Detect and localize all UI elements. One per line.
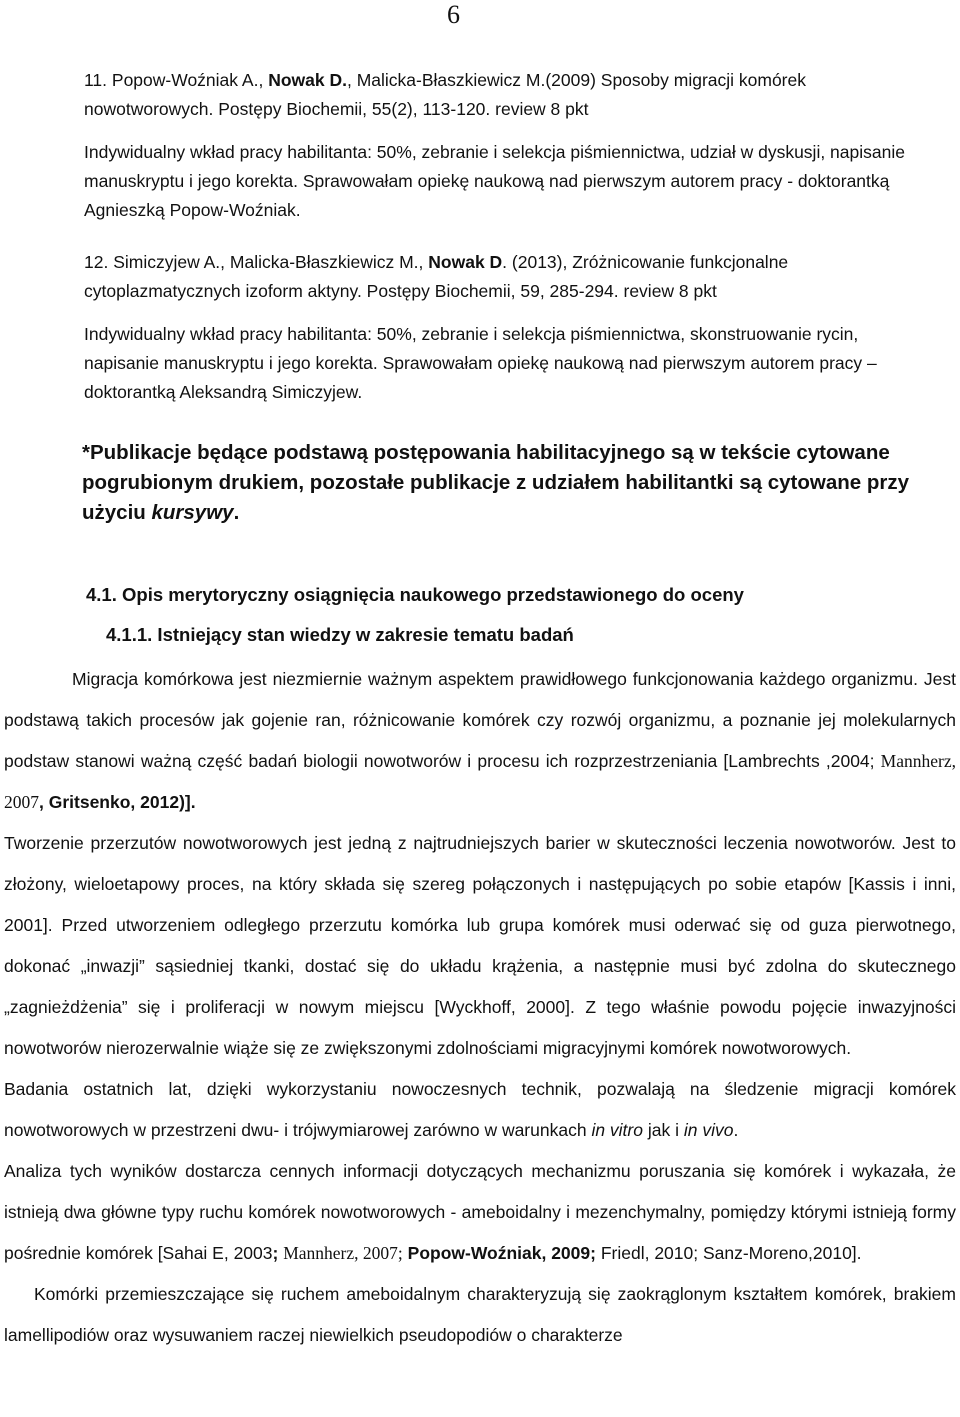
text-run: , Gritsenko, 2012)]. xyxy=(39,792,196,812)
note-end: . xyxy=(233,501,240,524)
contribution-statement: Indywidualny wkład pracy habilitanta: 50%, zebranie i selekcja piśmiennictwa, udział w dyskusji, napisanie manuskryptu i jego korekta. Sprawowałam opiekę naukową nad pierwszym autorem pracy - doktorantką Agnieszką Popow-Woźniak. xyxy=(84,142,905,220)
italic-term: in vitro xyxy=(591,1120,643,1140)
text-run-serif: Mannherz, 2007; xyxy=(283,1243,403,1263)
paragraph-4 xyxy=(4,1151,956,1274)
citation-part: . (2013), Zróżnicowanie funkcjonalne cytoplazmatycznych izoform aktyny. Postępy Biochemii, 59, 285-294. review 8 pkt xyxy=(84,252,789,301)
text-run: jak i xyxy=(642,1120,684,1140)
subsection-heading: 4.1.1. Istniejący stan wiedzy w zakresie tematu badań xyxy=(106,624,574,645)
text-run-bold: ; xyxy=(272,1243,279,1263)
paragraph-2: Tworzenie przerzutów nowotworowych jest jedną z najtrudniejszych barier w skuteczności leczenia nowotworów. Jest to złożony, wieloetapowy proces, na który składa się szereg połączonych i następujących po sobie etapów [Kassis i inni, 2001]. Przed utworzeniem odległego przerzutu komórka lub grupa komórek musi oderwać się od guza pierwotnego, dokonać „inwazji” sąsiedniej tkanki, dostać się do układu krążenia, a następnie musi być zdolna do skutecznego „zagnieżdżenia” się i proliferacji w nowym miejscu [Wyckhoff, 2000]. Z tego właśnie powodu pojęcie inwazyjności nowotworów nierozerwalnie wiąże się ze zwiększonymi zdolnościami migracyjnymi komórek nowotworowych. xyxy=(4,833,956,1058)
bold-author: Nowak D. xyxy=(268,70,347,90)
publication-entry-12 xyxy=(84,248,934,407)
text-run: Badania ostatnich lat, dzięki wykorzystaniu nowoczesnych technik, pozwalają na śledzenie migracji komórek nowotworowych w przestrzeni dwu- i trójwymiarowej zarówno w warunkach xyxy=(4,1079,956,1140)
paragraph-3 xyxy=(4,1069,956,1151)
text-run: Friedl, 2010; Sanz-Moreno,2010]. xyxy=(595,1243,862,1263)
paragraph-5: Komórki przemieszczające się ruchem ameboidalnym charakteryzują się zaokrąglonym kształtem komórek, brakiem lamellipodiów oraz wysuwaniem raczej niewielkich pseudopodiów o charakterze xyxy=(4,1284,956,1345)
publication-entry-11 xyxy=(84,66,934,225)
text-run: . xyxy=(733,1120,739,1140)
citation xyxy=(84,248,934,306)
section-heading: 4.1. Opis merytoryczny osiągnięcia naukowego przedstawionego do oceny xyxy=(86,584,744,605)
entry-number: 12. xyxy=(84,252,109,272)
text-run-bold: Popow-Woźniak, 2009; xyxy=(407,1243,596,1263)
paragraph-1 xyxy=(4,659,956,823)
text-run-serif: Mannherz, 2007 xyxy=(4,751,956,812)
publications-note xyxy=(82,438,942,528)
text-run: Analiza tych wyników dostarcza cennych informacji dotyczących mechanizmu poruszania się komórek i wykazała, że istnieją dwa główne typy ruchu komórek nowotworowych - ameboidalny i mezenchymalny, pomiędzy którymi istnieją formy pośrednie komórek [Sahai E, 2003 xyxy=(4,1161,956,1263)
citation-part: Simiczyjew A., Malicka-Błaszkiewicz M., xyxy=(113,252,429,272)
citation-part: Popow-Woźniak A., xyxy=(111,70,269,90)
entry-number: 11. xyxy=(84,70,108,90)
citation-part: , Malicka-Błaszkiewicz M.(2009) Sposoby migracji komórek nowotworowych. Postępy Biochemii, 55(2), 113-120. review 8 pkt xyxy=(84,70,806,119)
bold-author: Nowak D xyxy=(428,252,503,272)
page-number: 6 xyxy=(447,0,460,29)
citation xyxy=(84,66,934,124)
text-run: Migracja komórkowa jest niezmiernie ważnym aspektem prawidłowego funkcjonowania każdego organizmu. Jest podstawą takich procesów jak gojenie ran, różnicowanie komórek czy rozwój organizmu, a poznanie jej molekularnych podstaw stanowi ważną część badań biologii nowotworów i procesu ich rozprzestrzeniania [Lambrechts ,2004; xyxy=(4,669,956,771)
contribution-statement: Indywidualny wkład pracy habilitanta: 50%, zebranie i selekcja piśmiennictwa, skonstruowanie rycin, napisanie manuskryptu i jego korekta. Sprawowałam opiekę naukową nad pierwszym autorem pracy – doktorantką Aleksandrą Simiczyjew. xyxy=(84,324,877,402)
italic-term: in vivo xyxy=(683,1120,734,1140)
body-text xyxy=(4,659,956,1356)
note-text: *Publikacje będące podstawą postępowania habilitacyjnego są w tekście cytowane pogrubionym drukiem, pozostałe publikacje z udziałem habilitantki są cytowane przy użyciu xyxy=(82,441,910,524)
note-italic: kursywy xyxy=(151,501,234,524)
